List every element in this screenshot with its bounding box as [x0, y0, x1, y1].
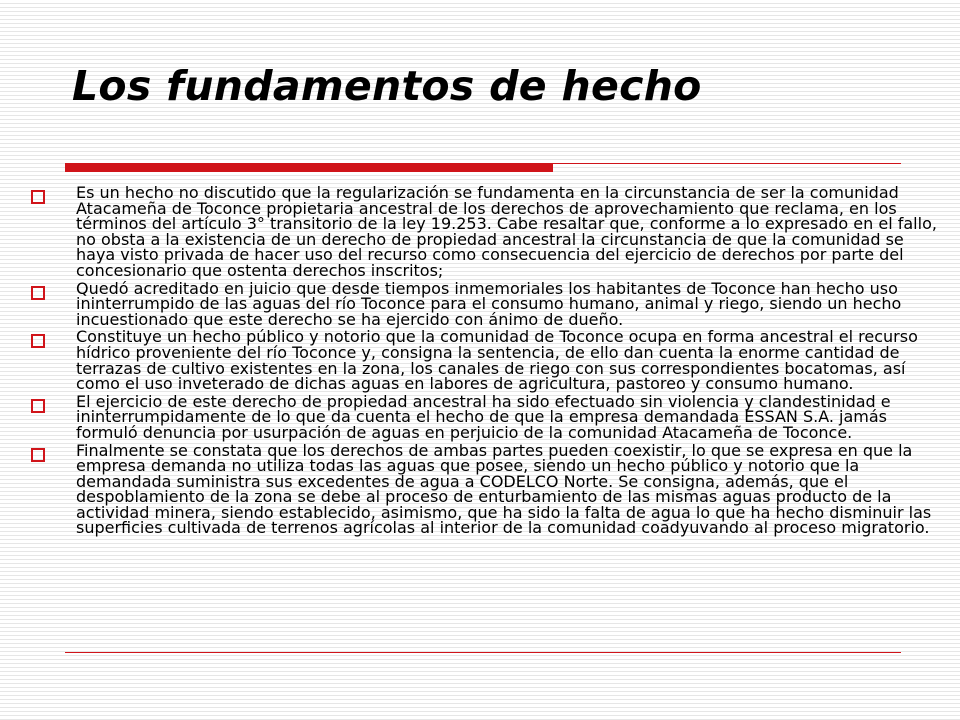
- bullet-text: Constituye un hecho público y notorio que la comunidad de Toconce ocupa en forma ancestral el recurso hídrico proveniente del río Toconce y, consigna la sentencia, de ello dan cuenta la enorme cantidad de terrazas de cultivo existentes en la zona, los canales de riego con sus correspondientes bocatomas, así como el uso inveterado de dichas aguas en labores de agricultura, pastoreo y consumo humano.: [76, 327, 918, 394]
- bullet-item: [28, 278, 938, 329]
- slide-title: Los fundamentos de hecho: [72, 62, 702, 110]
- hollow-square-bullet-icon: [31, 190, 45, 204]
- hollow-square-bullet-icon: [31, 334, 45, 348]
- bullet-item: [28, 440, 938, 538]
- bullet-text: Quedó acreditado en juicio que desde tiempos inmemoriales los habitantes de Toconce han hecho uso ininterrumpido de las aguas del río Toconce para el consumo humano, animal y riego, siendo un hecho incuestionado que este derecho se ha ejercido con ánimo de dueño.: [76, 278, 902, 329]
- bullet-item: [28, 391, 938, 442]
- bullet-text: Es un hecho no discutido que la regularización se fundamenta en la circunstancia de ser la comunidad Atacameña de Toconce propietaria ancestral de los derechos de aprovechamiento que reclama, en los términos del artículo 3° transitorio de la ley 19.253. Cabe resaltar que, conforme a lo expresado en el fallo, no obsta a la existencia de un derecho de propiedad ancestral la circunstancia de que la comunidad se haya visto privada de hacer uso del recurso como consecuencia del ejercicio de derechos por parte del concesionario que ostenta derechos inscritos;: [76, 183, 937, 280]
- bottom-divider: [65, 652, 901, 653]
- bullet-text: El ejercicio de este derecho de propiedad ancestral ha sido efectuado sin violencia y clandestinidad e ininterrumpidamente de lo que da cuenta el hecho de que la empresa demandada ESSAN S.A. jamás formuló denuncia por usurpación de aguas en perjuicio de la comunidad Atacameña de Toconce.: [76, 391, 891, 442]
- hollow-square-bullet-icon: [31, 399, 45, 413]
- bullet-list: [28, 185, 938, 538]
- bullet-item: [28, 185, 938, 279]
- bullet-text: Finalmente se constata que los derechos de ambas partes pueden coexistir, lo que se expresa en que la empresa demanda no utiliza todas las aguas que posee, siendo un hecho público y notorio que la demandada suministra sus excedentes de agua a CODELCO Norte. Se consigna, además, que el despoblamiento de la zona se debe al proceso de enturbamiento de las mismas aguas producto de la actividad minera, siendo establecido, asimismo, que ha sido la falta de agua lo que ha hecho disminuir las superficies cultivada de terrenos agrícolas al interior de la comunidad coadyuvando al proceso migratorio.: [76, 440, 932, 538]
- hollow-square-bullet-icon: [31, 286, 45, 300]
- bullet-item: [28, 327, 938, 394]
- title-underline-thick: [65, 163, 553, 172]
- hollow-square-bullet-icon: [31, 448, 45, 462]
- title-underline-thin: [553, 163, 901, 164]
